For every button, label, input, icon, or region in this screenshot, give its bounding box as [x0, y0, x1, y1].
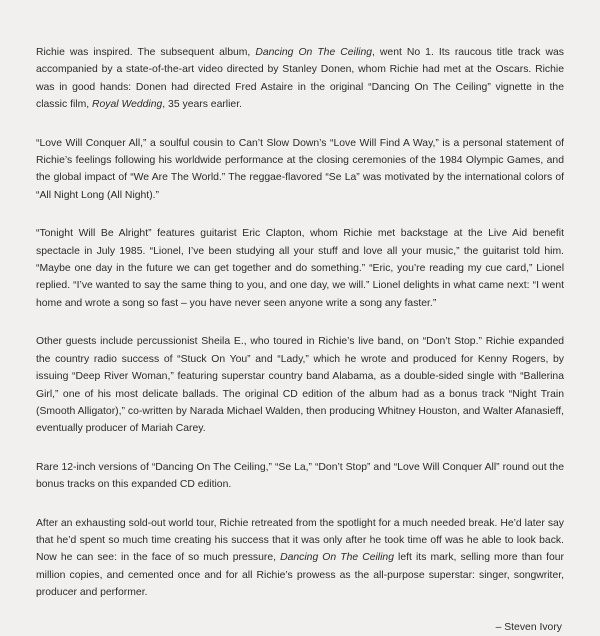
paragraph-text: Richie was inspired. The subsequent album,	[36, 47, 256, 58]
italic-title-text: Dancing On The Ceiling	[255, 47, 373, 58]
paragraph-text: After an exhausting sold-out world tour, Richie retreated from the spotlight for a much needed break. He’d later say that he’d spent so much time creating his success that it was only after he took time off was he able to look back. Now he can see: in the face of so much pressure,	[36, 517, 564, 564]
paragraph-other-guests	[36, 333, 564, 437]
paragraph-text: left its mark, selling more than four million copies, and cemented once and for all Richie’s prowess as the all-purpose superstar: singer, songwriter, producer and performer.	[36, 552, 564, 599]
paragraph-world-tour	[36, 515, 564, 602]
paragraph-love-will-conquer-all	[36, 135, 564, 205]
paragraph-text: , 35 years earlier.	[162, 99, 242, 111]
paragraph-text: Other guests include percussionist Sheila E., who toured in Richie’s live band, on “Don’t Stop.” Richie expanded the country radio success of “Stuck On You” and “Lady,” which he wrote and produced for Kenny Rogers, by issuing “Deep River Woman,” featuring superstar country band Alabama, as a double-sided single with “Ballerina Girl,” one of his most delicate ballads. The original CD edition of the album had as a bonus track “Night Train (Smooth Alligator),” co-written by Narada Michael Walden, then producing Whitney Houston, and Walter Afanasieff, eventually producer of Mariah Carey.	[36, 336, 564, 435]
paragraph-text: “Tonight Will Be Alright” features guitarist Eric Clapton, whom Richie met backstage at the Live Aid benefit spectacle in July 1985. “Lionel, I’ve been studying all your stuff and love all your music,” the guitarist told him. “Maybe one day in the future we can get together and do something.” “Eric, you’re reading my cue card,” Lionel replied. “I’ve wanted to say the same thing to you, and one day, we will.” Lionel delights in what came next: “I went home and wrote a song so fast – you have never seen anyone write a song any faster.”	[36, 228, 564, 309]
paragraph-tonight-will-be-alright	[36, 225, 564, 312]
author-signature: – Steven Ivory	[495, 621, 562, 633]
paragraph-dancing-on-the-ceiling	[36, 44, 564, 114]
italic-title-text: Royal Wedding	[92, 99, 163, 111]
paragraph-text: “Love Will Conquer All,” a soulful cousin to Can’t Slow Down’s “Love Will Find A Way,” is a personal statement of Richie’s feelings following his worldwide performance at the closing ceremonies of the 1984 Olympic Games, and the global impact of “We Are The World.” The reggae-flavored “Se La” was motivated by the international colors of “All Night Long (All Night).”	[36, 137, 564, 201]
paragraph-rare-12-inch-versions	[36, 459, 564, 494]
paragraph-text: Rare 12-inch versions of “Dancing On The Ceiling,” “Se La,” “Don’t Stop” and “Love Will Conquer All” round out the bonus tracks on this expanded CD edition.	[36, 461, 564, 491]
paragraph-text: , went No 1. Its raucous title track was accompanied by a state-of-the-art video directed by Stanley Donen, whom Richie had met at the Oscars. Richie was in good hands: Donen had directed Fred Astaire in the original “Dancing On The Ceiling” vignette in the classic film,	[36, 47, 564, 111]
italic-title-text: Dancing On The Ceiling	[280, 552, 394, 564]
